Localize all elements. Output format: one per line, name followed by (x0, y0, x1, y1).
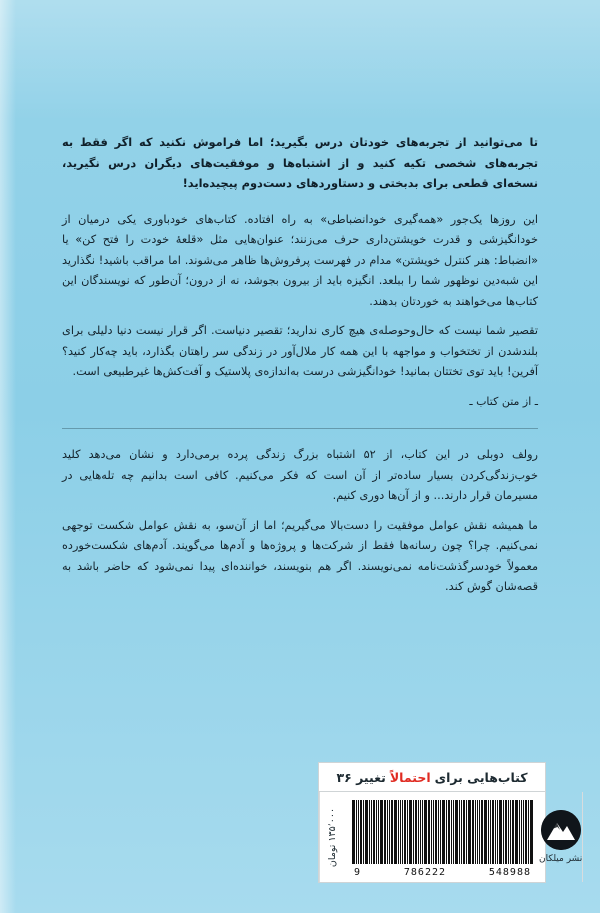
series-suffix: تغییر ۳۶ (336, 769, 386, 785)
body-block (62, 445, 538, 598)
quote-block (62, 210, 538, 412)
barcode-bars (352, 800, 533, 864)
quote-paragraph-1: این روزها یک‌جور «همه‌گیری خودانضباطی» به راه افتاده. کتاب‌های خودباوری یکی درمیان از خودانگیزشی و قدرت خویشتن‌داری حرف می‌زنند؛ عنوان‌هایی مثل «قلعهٔ خودت را فتح کن» یا «انضباط: هنر کنترل خویشتن» مدام در فهرست پرفروش‌ها ظاهر می‌شوند. اما مراقب باشید! نگذارید این شبه‌دین نوظهور شما را ببلعد. انگیزه باید از بیرون بجوشد، نه از درون؛ آن‌طور که نویسندگان این کتاب‌ها می‌خواهند به خوردتان بدهند. (62, 212, 538, 308)
cover-text-content (62, 132, 538, 614)
lead-paragraph-block (62, 132, 538, 194)
barcode-digit-left: 9 (354, 867, 362, 878)
publisher-block (539, 792, 583, 882)
barcode-area (346, 792, 539, 882)
series-badge (318, 762, 546, 791)
barcode-digit-right: 548988 (488, 867, 531, 878)
quote-paragraph-2: تقصیر شما نیست که حال‌وحوصله‌ی هیچ کاری ندارید؛ تقصیر دنیاست. اگر قرار نیست دنیا دلیلی برای بلندشدن از تختخواب و مواجهه با این همه کار ملال‌آور در زندگی سر راهتان بگذارد، باید چه‌کار کنید؟ آفرین! باید توی تختتان بمانید! خودانگیزشی درست به‌اندازه‌ی پلاستیک و آفت‌کش‌ها غیرطبیعی است. (62, 324, 538, 379)
top-shading (0, 0, 600, 120)
price-label: ۱۳۵٬۰۰۰ تومان (327, 807, 339, 867)
body-paragraph-2: ما همیشه نقش عوامل موفقیت را دست‌بالا می‌گیریم؛ اما از آن‌سو، به نقش عوامل شکست توجهی نمی‌کنیم. چرا؟ چون رسانه‌ها فقط از شرکت‌ها و پروژه‌ها و آدم‌ها می‌گویند. آدم‌های شکست‌خورده معمولاً خودسرگذشت‌نامه نمی‌نویسند. اگر هم بنویسند، خواننده‌ای پیدا نمی‌شود که حاضر باشد به قصه‌شان گوش کند. (62, 518, 538, 594)
publisher-name: نشر میلکان (539, 854, 583, 864)
barcode-digits (352, 867, 533, 878)
body-paragraph-1: رولف دوبلی در این کتاب، از ۵۲ اشتباه بزرگ زندگی پرده برمی‌دارد و نشان می‌دهد کلید خوب‌زندگی‌کردن بسیار ساده‌تر از آن است که فکر می‌کنیم. کافی است بدانیم چه تله‌هایی در مسیرمان قرار دارند... و از آن‌ها دوری کنیم. (62, 447, 539, 503)
series-accent: احتمالاً (389, 769, 431, 785)
barcode-digit-mid: 786222 (403, 867, 447, 878)
quote-source: ـ از متن کتاب ـ (469, 394, 538, 408)
footer-block (318, 762, 583, 883)
mountain-logo-icon (541, 810, 581, 850)
price-strip (319, 792, 346, 882)
horizontal-divider (62, 428, 538, 429)
barcode-panel (318, 791, 583, 883)
lead-paragraph: تا می‌توانید از تجربه‌های خودتان درس بگیرید؛ اما فراموش نکنید که اگر فقط به تجربه‌های شخصی تکیه کنید و از اشتباه‌ها و موفقیت‌های دیگران درس نگیرید، نسخه‌ای قطعی برای بدبختی و دستاوردهای دست‌دوم پیچیده‌اید! (62, 135, 538, 191)
left-edge-shading (0, 0, 16, 913)
series-prefix: کتاب‌هایی برای (434, 769, 528, 785)
